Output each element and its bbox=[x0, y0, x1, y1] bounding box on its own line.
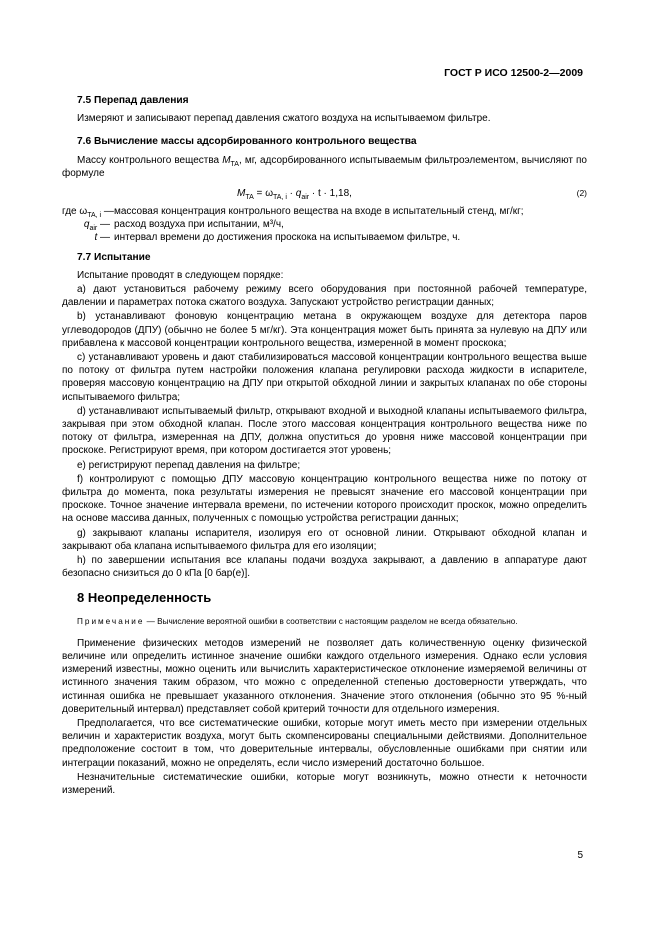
test-step: e) регистрируют перепад давления на фильтре; bbox=[77, 459, 301, 471]
legend-symbol: $q_{air}$ — bbox=[83, 219, 110, 233]
uncertainty-paragraph: Незначительные систематические ошибки, которые могут возникнуть, можно отнести к неточности измерений. bbox=[62, 771, 587, 796]
formula-2 bbox=[62, 187, 587, 202]
legend-symbol: где $\omega_{TA, i}$ — bbox=[62, 206, 114, 220]
section-7-5-heading: 7.5 Перепад давления bbox=[77, 95, 189, 106]
page-content bbox=[62, 94, 587, 798]
section-7-6-text: Массу контрольного вещества $M_{TA}$, мг, адсорбированного испытываемым фильтроэлементом, вычисляют по формуле bbox=[62, 154, 587, 179]
test-step: g) закрывают клапаны испарителя, изолируя его от основной линии. Открывают обходной клапан и закрывают оба клапана испытываемого фильтра для его изоляции; bbox=[62, 527, 587, 552]
formula-legend bbox=[62, 205, 587, 245]
section-7-7-intro: Испытание проводят в следующем порядке: bbox=[77, 269, 284, 281]
formula-expression: $M_{TA} = \omega_{TA, i} \cdot q_{air} \cdot t \cdot 1,18$, bbox=[237, 188, 352, 202]
section-7-6-heading: 7.6 Вычисление массы адсорбированного контрольного вещества bbox=[77, 136, 417, 148]
section-7-7-heading: 7.7 Испытание bbox=[77, 251, 151, 263]
test-step: a) дают установиться рабочему режиму всего оборудования при постоянной рабочей температуре, давлении и параметрах потока сжатого воздуха. Запускают устройство регистрации данных; bbox=[62, 284, 587, 309]
standard-code: ГОСТ Р ИСО 12500-2—2009 bbox=[444, 67, 583, 79]
legend-description: интервал времени до достижения проскока на испытываемом фильтре, ч. bbox=[114, 232, 461, 244]
legend-symbol: t — bbox=[94, 232, 110, 244]
page-number: 5 bbox=[577, 850, 583, 861]
note-label: Примечание bbox=[77, 616, 145, 626]
note-text: — Вычисление вероятной ошибки в соответствии с настоящим разделом не всегда обязательно. bbox=[144, 616, 518, 626]
test-step: c) устанавливают уровень и дают стабилизироваться массовой концентрации контрольного вещества выше по потоку от фильтра путем настройки положения клапана регулировки расхода жидкости в испарителе, проверяя массовую концентрацию на ДПУ при открытой обходной линии и закрытых клапанах по обе стороны испытываемого фильтра; bbox=[62, 352, 587, 403]
test-step: b) устанавливают фоновую концентрацию метана в окружающем воздухе для детектора паров углеводородов (ДПУ) (обычно не более 5 мг/кг). Эта концентрация может быть принята за нулевую на ДПУ или прибавлена к массовой концентрации контрольного вещества, измеренной в момент проскока; bbox=[62, 311, 587, 349]
uncertainty-paragraph: Применение физических методов измерений не позволяет дать количественную оценку физической величине или определить истинное значение ошибки каждого отдельного измерения. Однако если условия измерений известны, можно оценить или вычислить характеристическое отклонение измеряемой величины от истинного значения таким образом, что можно с определенной степенью достоверности утверждать, что истинная ошибка не превышает указанного отклонения. Значение этого отклонения (обычно это 95 %-ный доверительный интервал) представляет собой критерий точности для отдельного измерения. bbox=[62, 637, 587, 715]
test-step: d) устанавливают испытываемый фильтр, открывают входной и выходной клапаны испытываемого фильтра, закрывая при этом обходной клапан. После этого массовая концентрация контрольного вещества ниже по потоку от фильтра, измеренная на ДПУ, должна опуститься до уровня ниже массовой концентрации при проскоке. Регистрируют время, при котором достигается этот уровень; bbox=[62, 405, 587, 457]
test-step: f) контролируют с помощью ДПУ массовую концентрацию контрольного вещества ниже по потоку от фильтра до момента, пока результаты измерения не превысят значение его массовой концентрации при проскоке. Точное значение интервала времени, по истечении которого происходит проскок, можно определить на основе массива данных, полученных с помощью устройства регистрации данных; bbox=[62, 473, 587, 525]
test-step: h) по завершении испытания все клапаны подачи воздуха закрывают, а давлению в аппаратуре дают безопасно снизиться до 0 кПа [0 бар(е)]. bbox=[62, 555, 587, 580]
legend-description: расход воздуха при испытании, м³/ч, bbox=[114, 219, 284, 231]
uncertainty-paragraph: Предполагается, что все систематические ошибки, которые могут иметь место при измерении отдельных величин и характеристик воздуха, могут быть скомпенсированы специальными действиями. Дополнительное предположение состоит в том, что доверительные интервалы, обусловленные ошибками при снятии или интеграции показаний, можно не определять, если число измерений достаточно большое. bbox=[62, 717, 587, 769]
formula-number: (2) bbox=[576, 188, 587, 199]
note bbox=[62, 616, 587, 627]
legend-description: массовая концентрация контрольного вещества на входе в испытательный стенд, мг/кг; bbox=[114, 206, 524, 218]
section-8-heading: 8 Неопределенность bbox=[77, 589, 212, 605]
section-7-5-text: Измеряют и записывают перепад давления сжатого воздуха на испытываемом фильтре. bbox=[77, 113, 491, 125]
